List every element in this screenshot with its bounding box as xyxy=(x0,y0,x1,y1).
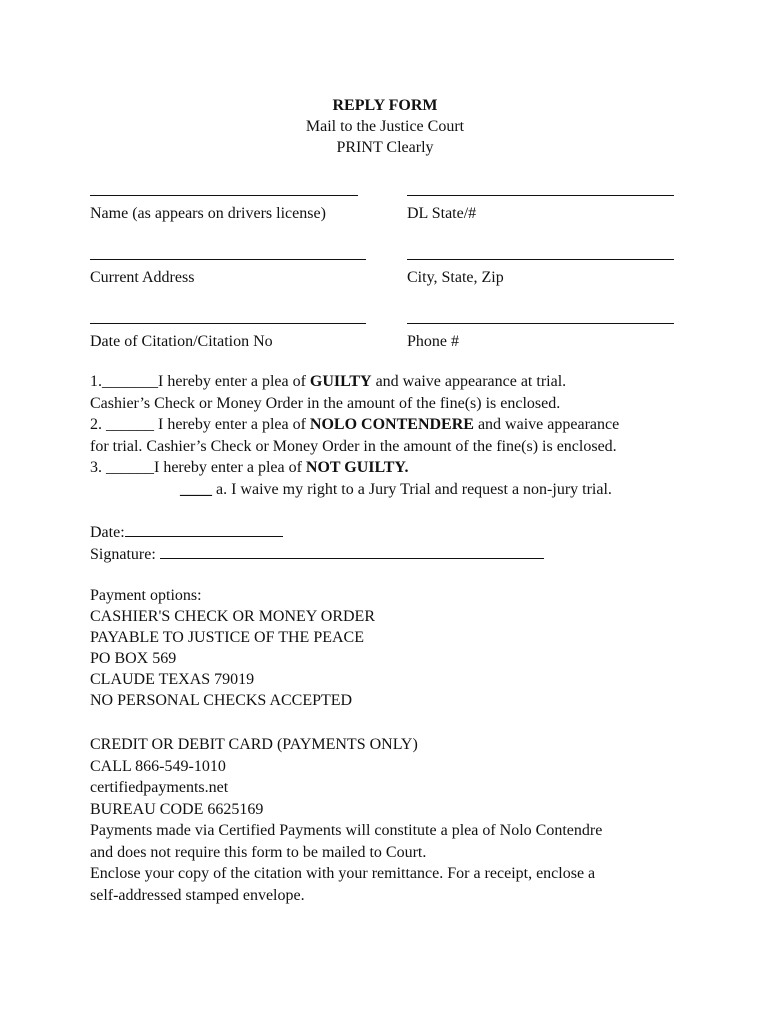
plea-guilty-suffix: and waive appearance at trial. xyxy=(371,373,567,390)
plea-nolo[interactable] xyxy=(90,414,700,436)
current-address-field[interactable] xyxy=(90,259,366,288)
plea-not-guilty[interactable] xyxy=(90,457,700,479)
signature-blank[interactable] xyxy=(160,544,544,559)
plea-nolo-prefix: 2. ______ I hereby enter a plea of xyxy=(90,416,310,433)
name-field[interactable] xyxy=(90,195,358,224)
payment-line-3: PO BOX 569 xyxy=(90,650,177,667)
card-line-2: CALL 866-549-1010 xyxy=(90,757,226,775)
date-row[interactable] xyxy=(90,522,544,544)
plea-not-guilty-bold: NOT GUILTY. xyxy=(305,459,409,476)
card-line-8: self-addressed stamped envelope. xyxy=(90,886,305,904)
date-signature-block xyxy=(90,522,544,565)
dl-state-field[interactable] xyxy=(407,195,674,224)
citation-label: Date of Citation/Citation No xyxy=(90,333,273,350)
plea-nolo-note: for trial. Cashier’s Check or Money Order in the amount of the fine(s) is enclosed. xyxy=(90,437,617,455)
plea-nolo-suffix: and waive appearance xyxy=(473,416,620,433)
plea-guilty-note: Cashier’s Check or Money Order in the amount of the fine(s) is enclosed. xyxy=(90,394,561,412)
plea-guilty-prefix: 1._______I hereby enter a plea of xyxy=(90,373,310,390)
phone-line xyxy=(407,323,674,324)
city-state-zip-label: City, State, Zip xyxy=(407,269,504,286)
payment-heading: Payment options: xyxy=(90,587,202,604)
current-address-label: Current Address xyxy=(90,269,195,286)
name-label: Name (as appears on drivers license) xyxy=(90,205,326,222)
card-line-6: and does not require this form to be mailed to Court. xyxy=(90,843,427,861)
jury-waiver-blank: ____ xyxy=(180,480,212,498)
signature-row[interactable] xyxy=(90,544,544,566)
city-state-zip-field[interactable] xyxy=(407,259,674,288)
signature-label: Signature: xyxy=(90,545,160,563)
plea-guilty[interactable] xyxy=(90,371,700,393)
plea-nolo-bold: NOLO CONTENDERE xyxy=(309,416,474,433)
city-state-zip-line xyxy=(407,259,674,260)
jury-waiver-text: a. I waive my right to a Jury Trial and request a non-jury trial. xyxy=(212,480,612,498)
payment-line-4: CLAUDE TEXAS 79019 xyxy=(90,671,255,688)
name-line xyxy=(90,195,358,196)
mail-instruction: Mail to the Justice Court xyxy=(305,118,465,135)
form-title: REPLY FORM xyxy=(332,97,438,114)
card-line-5: Payments made via Certified Payments will constitute a plea of Nolo Contendre xyxy=(90,822,603,839)
dl-state-label: DL State/# xyxy=(407,205,477,222)
plea-not-guilty-prefix: 3. ______I hereby enter a plea of xyxy=(90,459,306,476)
form-header xyxy=(0,95,770,158)
payment-line-5: NO PERSONAL CHECKS ACCEPTED xyxy=(90,692,353,709)
plea-guilty-bold: GUILTY xyxy=(309,373,372,390)
citation-line xyxy=(90,323,366,324)
print-instruction: PRINT Clearly xyxy=(336,139,434,156)
card-line-1: CREDIT OR DEBIT CARD (PAYMENTS ONLY) xyxy=(90,736,418,753)
payment-options xyxy=(90,585,375,711)
dl-state-line xyxy=(407,195,674,196)
current-address-line xyxy=(90,259,366,260)
phone-label: Phone # xyxy=(407,333,459,350)
card-payment-info xyxy=(90,734,690,906)
payment-line-2: PAYABLE TO JUSTICE OF THE PEACE xyxy=(90,629,364,646)
date-blank[interactable] xyxy=(125,522,283,537)
date-label: Date: xyxy=(90,524,125,541)
card-bureau-code: BUREAU CODE 6625169 xyxy=(90,800,264,818)
citation-field[interactable] xyxy=(90,323,366,352)
jury-waiver[interactable] xyxy=(90,479,700,501)
card-line-7: Enclose your copy of the citation with your remittance. For a receipt, enclose a xyxy=(90,865,596,882)
payment-line-1: CASHIER'S CHECK OR MONEY ORDER xyxy=(90,608,375,625)
phone-field[interactable] xyxy=(407,323,674,352)
plea-options xyxy=(90,371,700,500)
card-website: certifiedpayments.net xyxy=(90,779,229,796)
